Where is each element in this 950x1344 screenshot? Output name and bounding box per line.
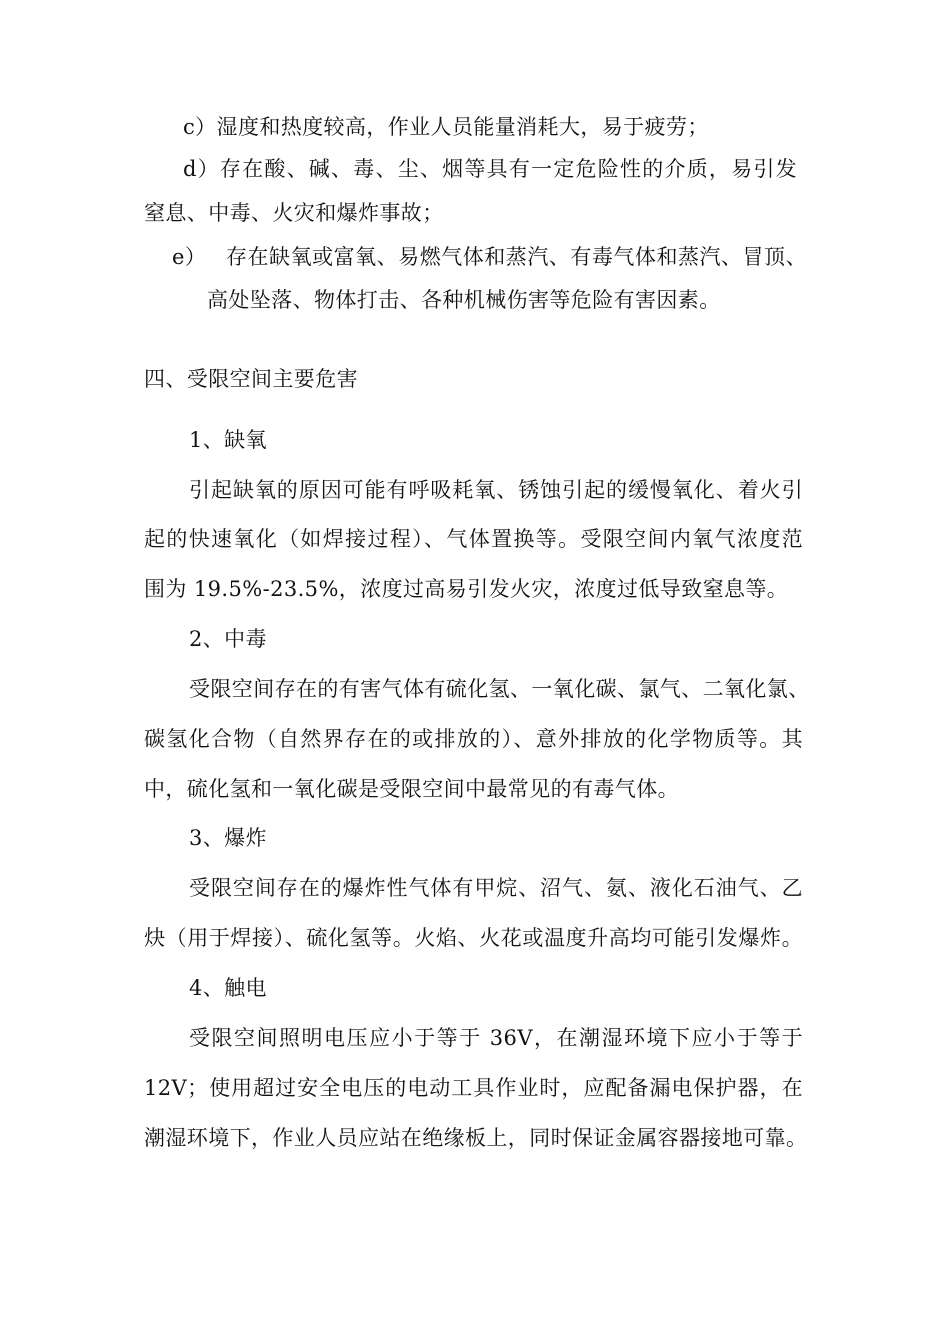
section-heading: 四、受限空间主要危害 — [144, 367, 358, 391]
item-e-marker: e） — [172, 245, 207, 269]
paragraph-2-line-2: 碳氢化合物（自然界存在的或排放的）、意外排放的化学物质等。其 — [144, 727, 803, 751]
paragraph-2-line-3: 中，硫化氢和一氧化碳是受限空间中最常见的有毒气体。 — [144, 777, 679, 801]
subsection-title-4: 4、触电 — [189, 976, 267, 1000]
paragraph-3-line-2: 炔（用于焊接）、硫化氢等。火焰、火花或温度升高均可能引发爆炸。 — [144, 926, 803, 950]
subsection-title-3: 3、爆炸 — [189, 826, 267, 850]
item-e-line-1: 存在缺氧或富氧、易燃气体和蒸汽、有毒气体和蒸汽、冒顶、 — [226, 245, 807, 269]
paragraph-3-line-1: 受限空间存在的爆炸性气体有甲烷、沼气、氨、液化石油气、乙 — [189, 876, 803, 900]
item-e-line-2: 高处坠落、物体打击、各种机械伤害等危险有害因素。 — [207, 288, 721, 312]
paragraph-4-line-1: 受限空间照明电压应小于等于 36V，在潮湿环境下应小于等于 — [189, 1026, 803, 1050]
subsection-title-1: 1、缺氧 — [189, 428, 267, 452]
paragraph-4-line-2: 12V；使用超过安全电压的电动工具作业时，应配备漏电保护器，在 — [144, 1076, 803, 1100]
subsection-title-2: 2、中毒 — [189, 627, 267, 651]
item-c-line-1: c）湿度和热度较高，作业人员能量消耗大，易于疲劳； — [183, 115, 709, 139]
paragraph-4-line-3: 潮湿环境下，作业人员应站在绝缘板上，同时保证金属容器接地可靠。 — [144, 1126, 808, 1150]
item-d-line-1: d）存在酸、碱、毒、尘、烟等具有一定危险性的介质，易引发 — [183, 157, 797, 181]
item-d-line-2: 窒息、中毒、火灾和爆炸事故； — [144, 201, 444, 225]
paragraph-1-line-2: 起的快速氧化（如焊接过程）、气体置换等。受限空间内氧气浓度范 — [144, 527, 803, 551]
paragraph-1-line-3: 围为 19.5%-23.5%，浓度过高易引发火灾，浓度过低导致窒息等。 — [144, 577, 789, 601]
paragraph-1-line-1: 引起缺氧的原因可能有呼吸耗氧、锈蚀引起的缓慢氧化、着火引 — [189, 478, 803, 502]
paragraph-2-line-1: 受限空间存在的有害气体有硫化氢、一氧化碳、氯气、二氧化氯、 — [189, 677, 810, 701]
